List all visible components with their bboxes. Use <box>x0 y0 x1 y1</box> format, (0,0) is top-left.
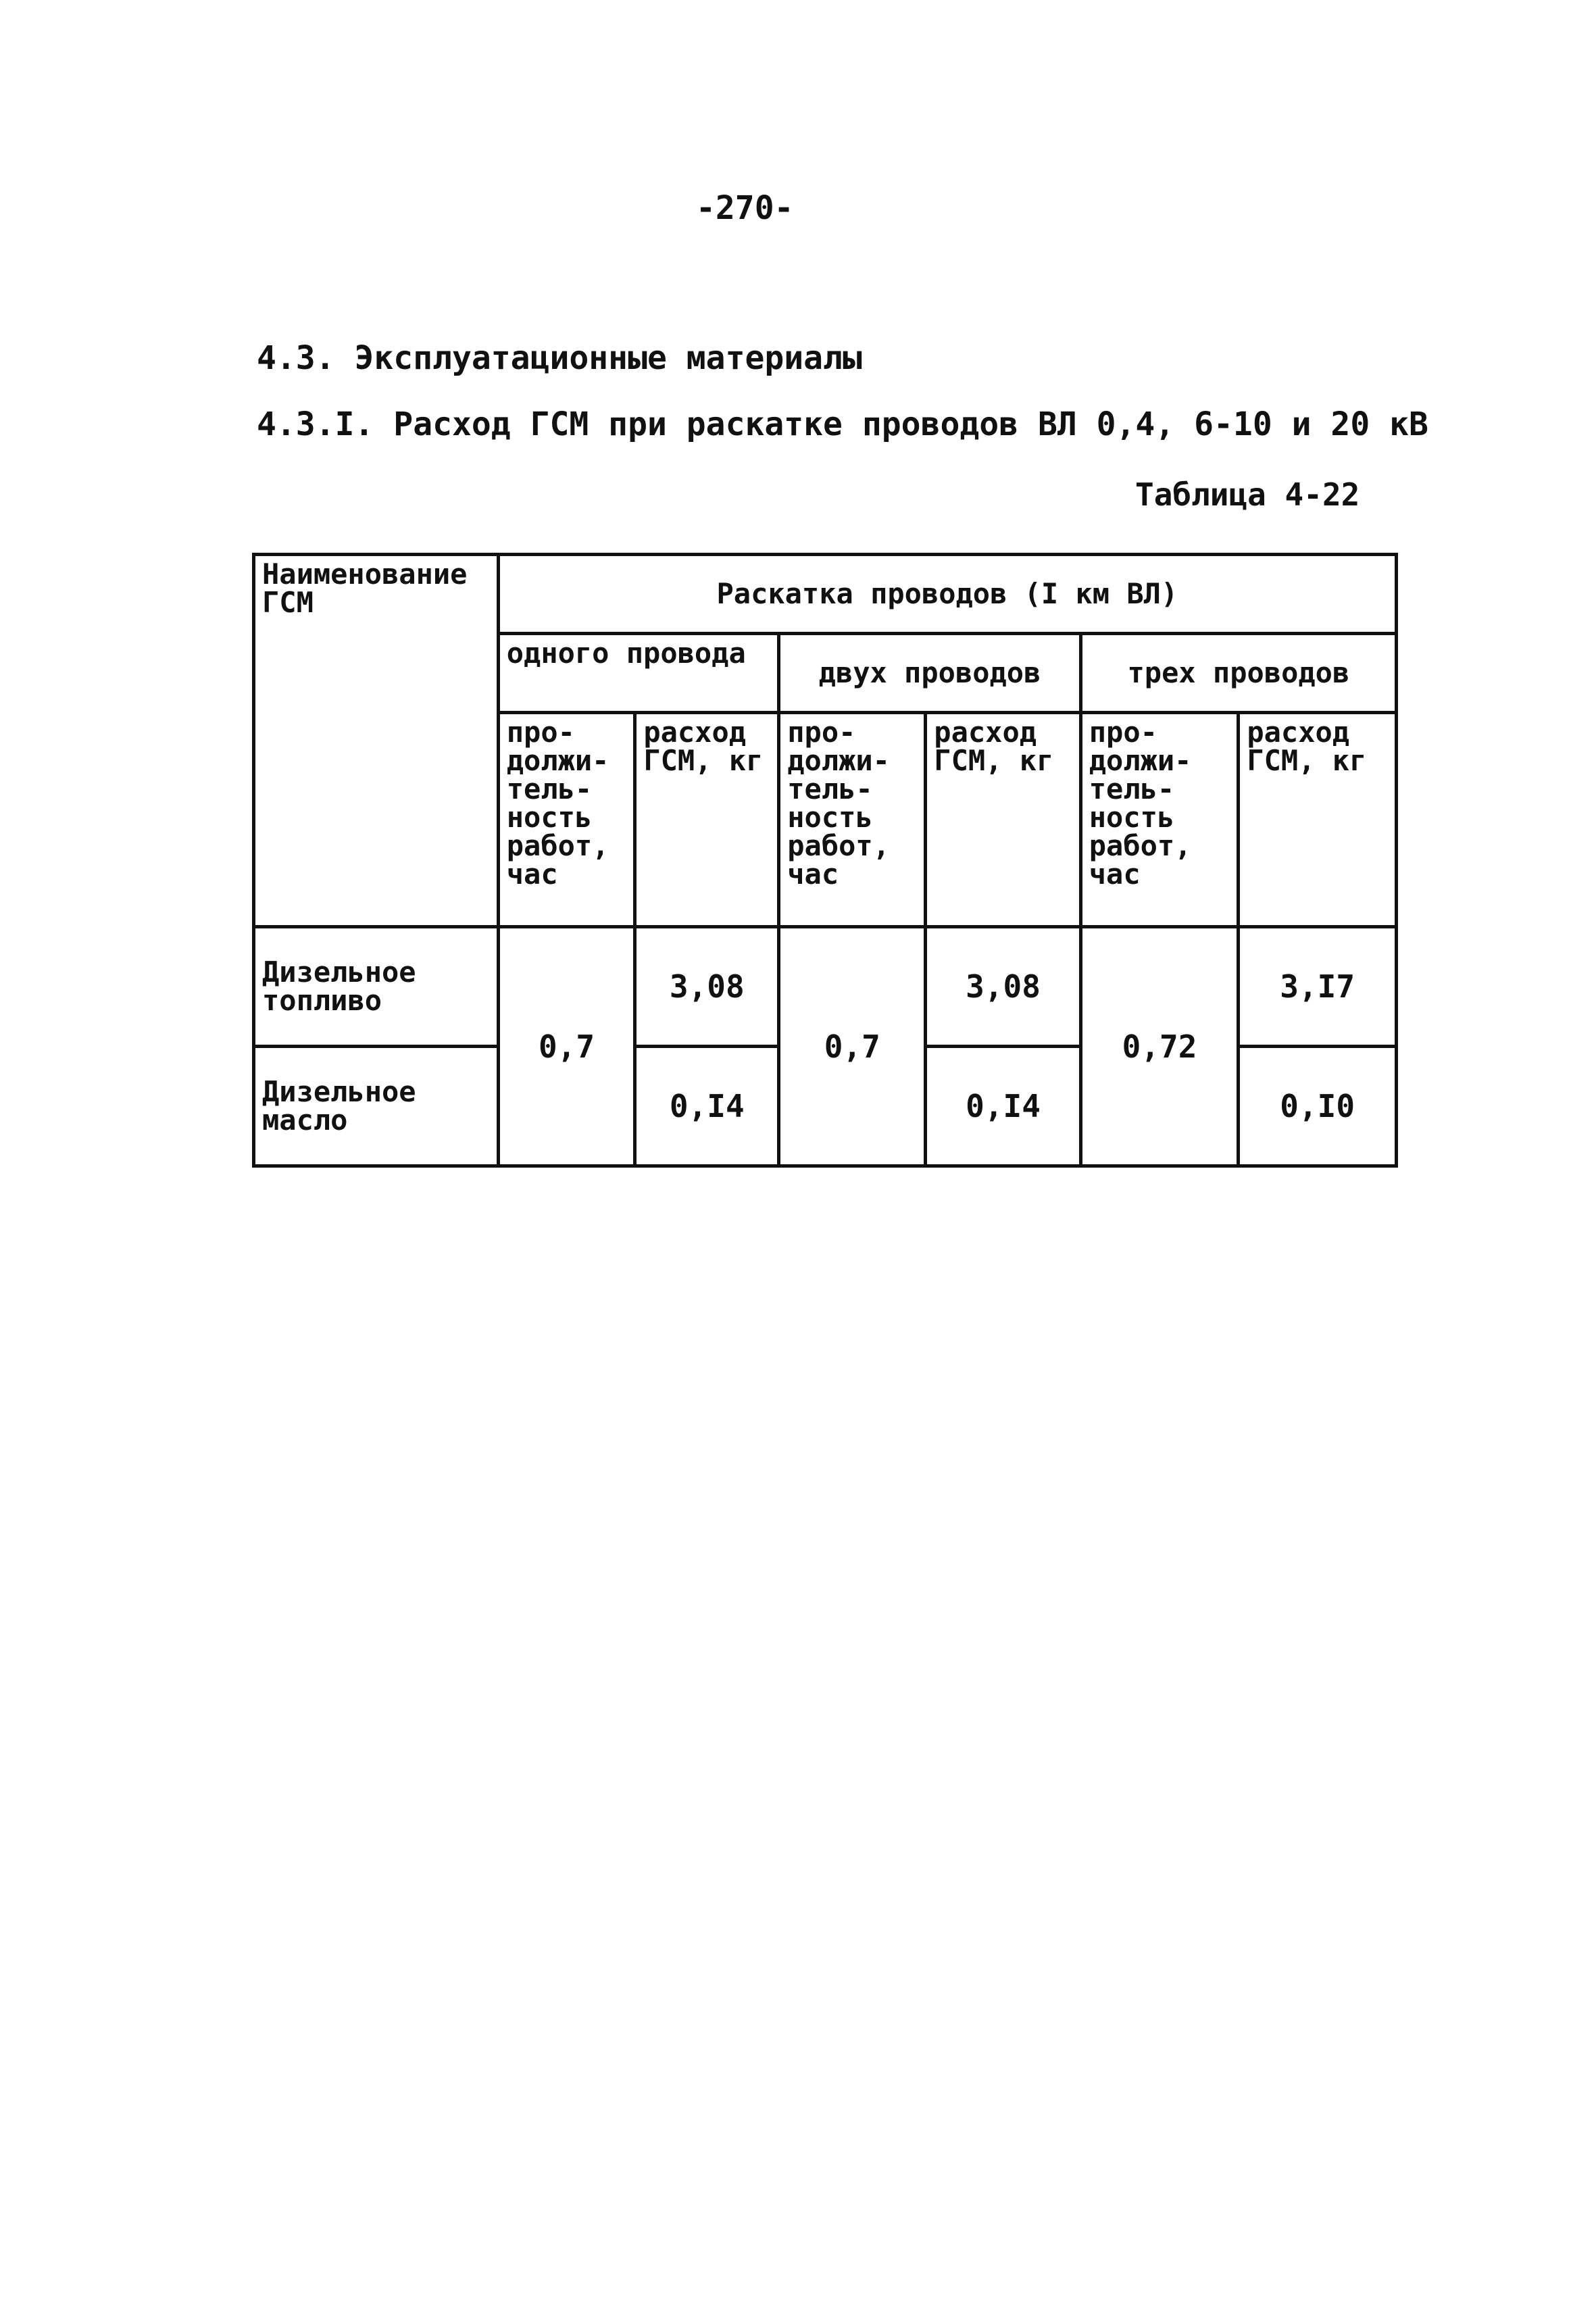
fuel-consumption-table <box>252 553 1398 1168</box>
subgroup-three-wires: трех проводов <box>1080 634 1396 713</box>
duration-cell: 0,72 <box>1080 927 1239 1166</box>
consumption-cell: 0,I4 <box>926 1047 1080 1166</box>
consumption-cell: 3,08 <box>635 927 779 1047</box>
consumption-cell: 0,I0 <box>1239 1047 1397 1166</box>
col-duration-header: про-должи-тель-ность работ, час <box>498 713 635 927</box>
col-duration-header: про-должи-тель-ность работ, час <box>1080 713 1239 927</box>
row-name: Дизельное топливо <box>254 927 499 1047</box>
duration-cell: 0,7 <box>779 927 926 1166</box>
group-header: Раскатка проводов (I км ВЛ) <box>498 555 1396 634</box>
name-column-header: Наименование ГСМ <box>254 555 499 927</box>
subsection-title: 4.3.I. Расход ГСМ при раскатке проводов ВЛ 0,4, 6-10 и 20 кВ <box>257 405 1428 443</box>
consumption-cell: 3,08 <box>926 927 1080 1047</box>
col-consumption-header: расход ГСМ, кг <box>926 713 1080 927</box>
table-row <box>254 927 1397 1047</box>
consumption-cell: 0,I4 <box>635 1047 779 1166</box>
subgroup-two-wires: двух проводов <box>779 634 1081 713</box>
consumption-cell: 3,I7 <box>1239 927 1397 1047</box>
duration-cell: 0,7 <box>498 927 635 1166</box>
table-caption: Таблица 4-22 <box>1135 476 1360 513</box>
row-name: Дизельное масло <box>254 1047 499 1166</box>
col-duration-header: про-должи-тель-ность работ, час <box>779 713 926 927</box>
col-consumption-header: расход ГСМ, кг <box>635 713 779 927</box>
subgroup-one-wire: одного провода <box>498 634 779 713</box>
page-number: -270- <box>696 189 794 227</box>
col-consumption-header: расход ГСМ, кг <box>1239 713 1397 927</box>
section-title: 4.3. Эксплуатационные материалы <box>257 339 862 377</box>
